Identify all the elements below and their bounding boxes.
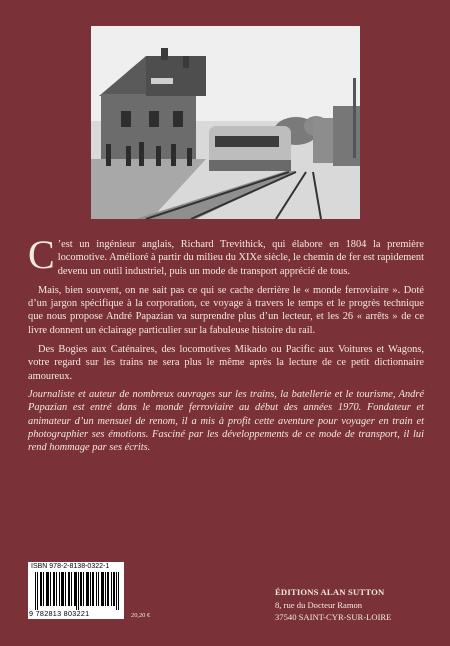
- cover-photo: [91, 26, 360, 219]
- barcode: [28, 562, 124, 619]
- publisher-street: 8, rue du Docteur Ramon: [275, 599, 363, 610]
- publisher-city: 37540 SAINT-CYR-SUR-LOIRE: [275, 612, 392, 622]
- intro-paragraph-2: Mais, bien souvent, on ne sait pas ce qui se cache derrière le « monde ferroviaire ». Doté d’un jargon spécifique à la corporation, ce voyage à travers le temps et le progrès technique que nous propose André Papazian va surprendre plus d’un lecteur, et les 26 « arrêts » de ce livre donnent un éclairage particulier sur la fabuleuse histoire du rail.: [28, 284, 424, 336]
- publisher-name: ÉDITIONS ALAN SUTTON: [275, 587, 385, 597]
- intro-text: [28, 232, 424, 389]
- dropcap-letter: C: [28, 232, 55, 277]
- publisher-address: [275, 586, 425, 624]
- intro-paragraph-1: C ’est un ingénieur anglais, Richard Trevithick, qui élabore en 1804 la première locomotive. Amélioré à partir du milieu du XIXe siècle, le chemin de fer est rapidement devenu un outil industriel, puis un mode de transport apprécié de tous.: [28, 232, 424, 277]
- intro-paragraph-3: Des Bogies aux Caténaires, des locomotives Mikado ou Pacific aux Voitures et Wagons, votre regard sur les trains ne sera plus le même après la lecture de ce petit dictionnaire amoureux.: [28, 344, 424, 382]
- author-bio: [28, 388, 424, 454]
- isbn-label: ISBN 978-2-8138-0322-1: [31, 563, 110, 570]
- author-bio-text: Journaliste et auteur de nombreux ouvrages sur les trains, la batellerie et le tourisme, André Papazian est entré dans le monde ferroviaire au début des années 1970. Fondateur et animateur d’un mensuel de renom, il a mis à profit cette aventure pour voyager en train et photographier ses émotions. Fasciné par les développements de ce mode de transport, il lui rend hommage par ses écrits.: [28, 389, 424, 454]
- barcode-digits: 9 782813 803221: [29, 609, 90, 618]
- barcode-bars: [35, 572, 119, 610]
- railway-station-photo: [91, 26, 360, 219]
- price: 20,20 €: [131, 612, 151, 619]
